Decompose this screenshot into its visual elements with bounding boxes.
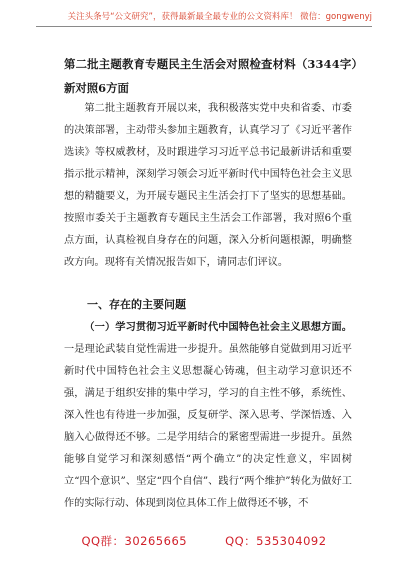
document-title: 第二批主题教育专题民主生活会对照检查材料（3344字） [64, 57, 364, 71]
section-heading: 一、存在的主要问题 [87, 298, 186, 311]
page-footer [0, 533, 408, 549]
footer-qq-group: QQ群：30265665 [81, 534, 188, 548]
subsection-body: 一是理论武装自觉性需进一步提升。虽然能够自觉做到用习近平新时代中国特色社会主义思想凝心铸魂，但主动学习意识还不强，满足于组织安排的集中学习，学习的自主性不够，系统性、深入性也有待进一步加强，反复研学、深入思考、学深悟透、入脑入心做得还不够。二是学用结合的紧密型需进一步提升。虽然能够自觉学习和深刻感悟“两个确立”的决定性意义，牢固树立“四个意识”、坚定“四个自信”、践行“两个维护”转化为做好工作的实际行动、体现到岗位具体工作上做得还不够，不 [64, 344, 352, 509]
document-subtitle: 新对照6方面 [64, 81, 129, 95]
intro-paragraph: 第二批主题教育开展以来，我积极落实党中央和省委、市委的决策部署，主动带头参加主题教育，认真学习了《习近平著作选读》等权威教材，及时跟进学习习近平总书记最新讲话和重要指示批示精神，深刻学习领会习近平新时代中国特色社会主义思想的精髓要义，为开展专题民主生活会打下了坚实的思想基础。按照市委关于主题教育专题民主生活会工作部署，我对照6个重点方面，认真检视自身存在的问题，深入分析问题根源，明确整改方向。现将有关情况报告如下，请同志们评议。 [64, 103, 352, 268]
footer-qq: QQ：535304092 [225, 534, 327, 548]
page-header [36, 6, 372, 27]
subsection-paragraph [64, 316, 352, 515]
header-promo-text: 关注头条号“公文研究”，获得最新最全最专业的公文资料库！ 微信：gongwenyj [67, 12, 372, 22]
subsection-lead: （一）学习贯彻习近平新时代中国特色社会主义思想方面。 [84, 321, 352, 333]
